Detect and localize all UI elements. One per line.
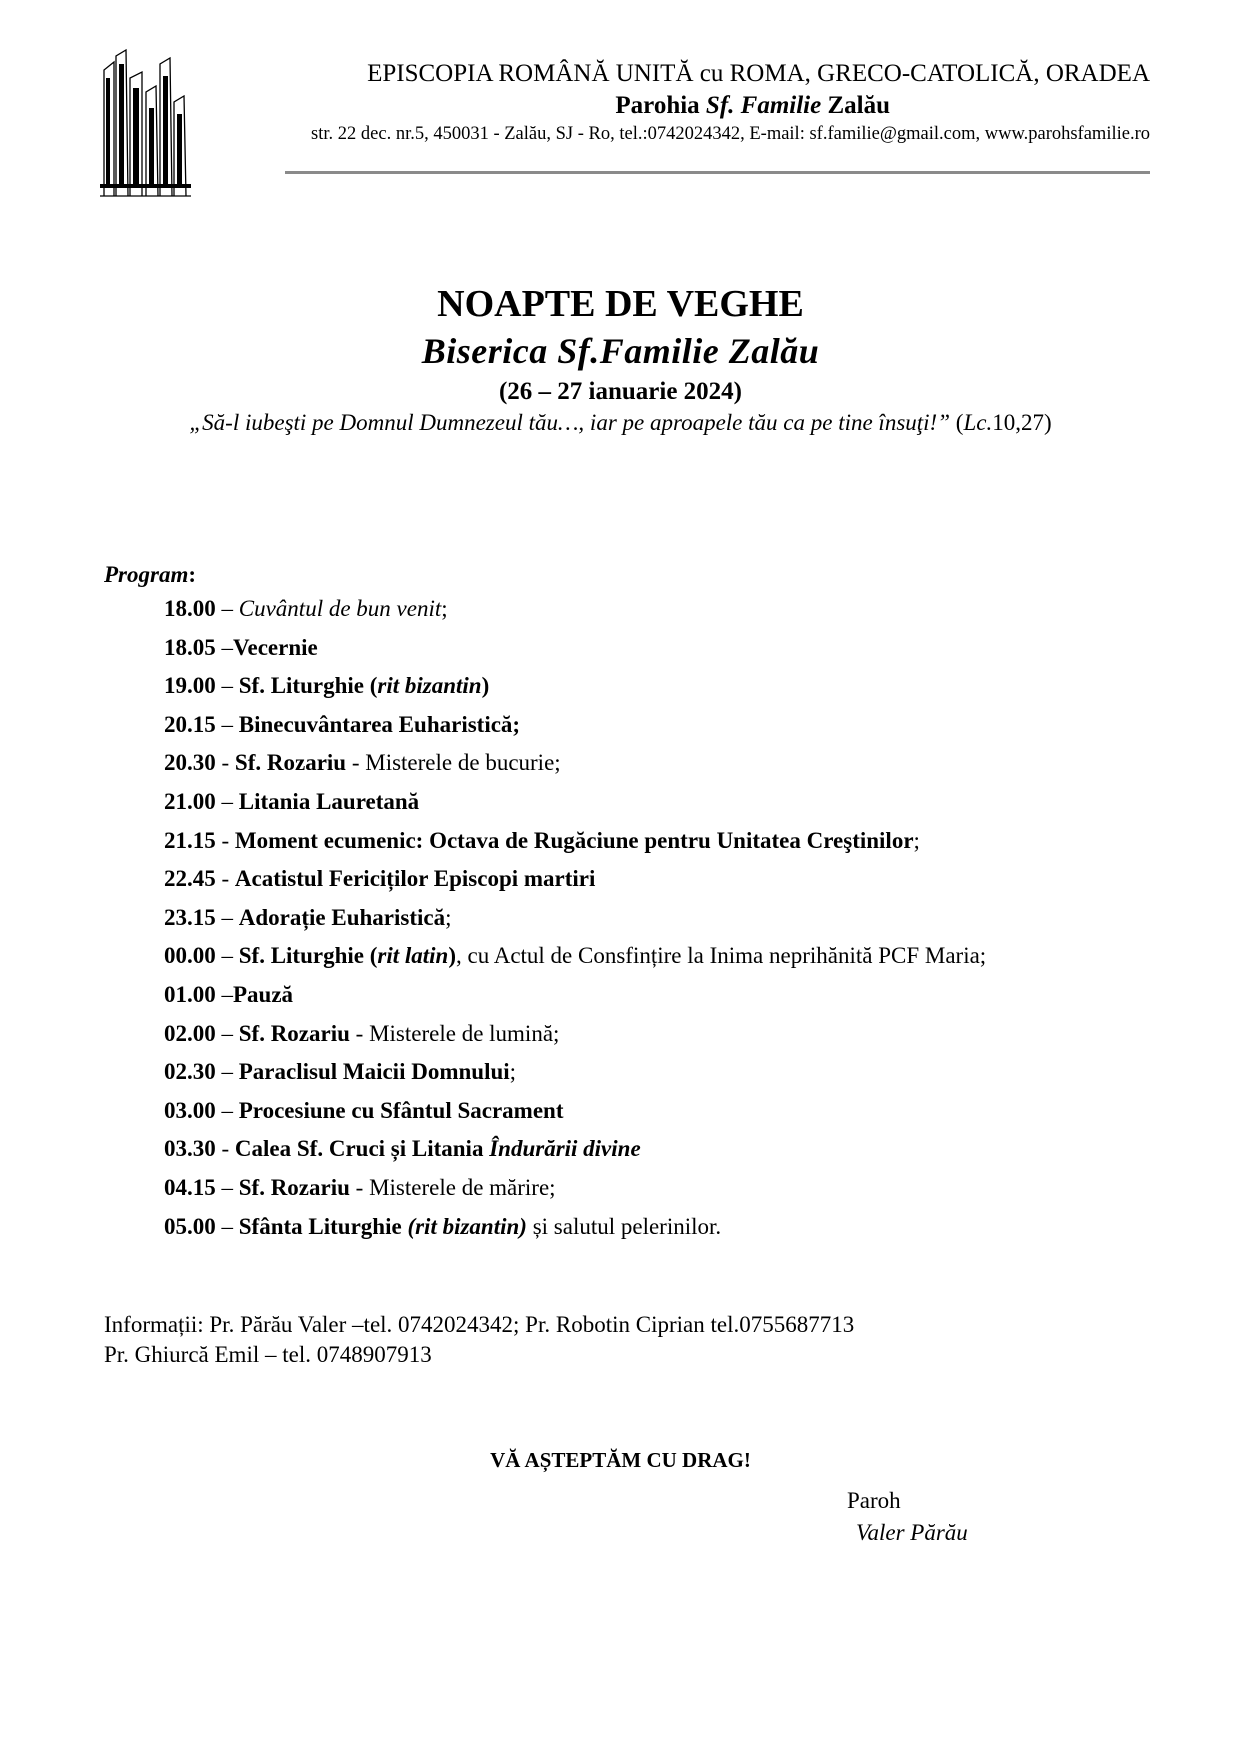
signature-name: Valer Părău [856, 1520, 968, 1545]
schedule-time: 03.00 [164, 1097, 216, 1123]
schedule-text: , cu Actul de Consfințire la Inima neprihănită PCF Maria; [456, 943, 987, 969]
schedule-item [164, 1053, 986, 1092]
schedule-separator: – [215, 596, 239, 621]
schedule-time: 21.00 [164, 788, 216, 814]
schedule-item [164, 1169, 986, 1208]
schedule-text: și salutul pelerinilor. [526, 1213, 722, 1239]
schedule-item [164, 1130, 986, 1169]
parish-address: str. 22 dec. nr.5, 450031 - Zalău, SJ - Ro, tel.:0742024342, E-mail: sf.familie@gmail.com, www.parohsfamilie.ro [311, 124, 1150, 144]
schedule-time: 19.00 [164, 673, 216, 699]
schedule-text: (rit bizantin) [407, 1213, 527, 1239]
schedule-time: 01.00 [164, 981, 216, 1007]
schedule-item [164, 899, 986, 938]
schedule-time: 18.05 [164, 634, 216, 660]
diocese-name: EPISCOPIA ROMÂNĂ UNITĂ cu ROMA, GRECO-CATOLICĂ, ORADEA [367, 60, 1150, 87]
schedule-text: ) [481, 673, 490, 699]
schedule-text: Sf. Liturghie ( [238, 943, 378, 969]
schedule-text: Sf. Rozariu [238, 1174, 350, 1200]
schedule-text: Sf. Liturghie ( [238, 673, 378, 699]
schedule-text: - Misterele de lumină; [349, 1020, 560, 1046]
schedule-text: Sf. Rozariu [234, 750, 347, 776]
scripture-quote: „Să-l iubeşti pe Domnul Dumnezeul tău…, iar pe aproapele tău ca pe tine însuţi!” (Lc.10,27) [189, 410, 1052, 435]
schedule-item [164, 976, 986, 1015]
schedule-text: Sf. Rozariu [238, 1020, 350, 1046]
schedule-text: Pauză [233, 981, 294, 1007]
schedule-separator: - [215, 866, 235, 892]
schedule-time: 03.30 [164, 1136, 216, 1162]
contact-line: Pr. Ghiurcă Emil – tel. 0748907913 [104, 1342, 432, 1367]
schedule-text: ; [441, 596, 448, 621]
schedule-separator: – [215, 981, 233, 1007]
schedule-text: Vecernie [233, 634, 318, 660]
schedule-time: 18.00 [164, 596, 216, 621]
schedule-text: ; [445, 904, 452, 930]
schedule-text: Îndurării divine [489, 1136, 641, 1162]
schedule-time: 02.30 [164, 1059, 216, 1085]
church-logo-icon [98, 48, 193, 200]
schedule-item [164, 706, 986, 745]
schedule-text: - Misterele de bucurie; [346, 750, 561, 776]
contact-info [104, 1310, 854, 1370]
schedule-separator: – [215, 673, 239, 699]
schedule-text: Cuvântul de bun venit [238, 596, 442, 621]
schedule-text: ; [913, 827, 920, 853]
schedule-item [164, 1015, 986, 1054]
parish-name: Parohia Sf. Familie Zalău [615, 92, 890, 119]
schedule-text: Adorație Euharistică [238, 904, 446, 930]
contact-line: Informații: Pr. Părău Valer –tel. 0742024342; Pr. Robotin Ciprian tel.0755687713 [104, 1312, 855, 1337]
schedule-item [164, 744, 986, 783]
schedule-text: Sfânta Liturghie [238, 1213, 408, 1239]
schedule-text: rit bizantin [377, 673, 482, 699]
schedule-time: 20.15 [164, 711, 216, 737]
schedule-item [164, 629, 986, 668]
schedule-time: 22.45 [164, 866, 216, 892]
schedule-time: 21.15 [164, 827, 216, 853]
signature-title: Paroh [847, 1488, 901, 1513]
schedule-text: Calea Sf. Cruci și Litania [234, 1136, 490, 1162]
schedule-text: rit latin [377, 943, 449, 969]
church-subtitle: Biserica Sf.Familie Zalău [421, 331, 820, 371]
schedule-separator: – [215, 1097, 239, 1123]
schedule-separator: - [215, 750, 235, 776]
schedule-text: Procesiune cu Sfântul Sacrament [238, 1097, 564, 1123]
schedule-item [164, 937, 986, 976]
schedule-text: Acatistul Fericiților Episcopi martiri [234, 866, 596, 892]
schedule-text: ) [448, 943, 457, 969]
schedule-separator: – [215, 1213, 239, 1239]
schedule-separator: – [215, 634, 233, 660]
program-heading: Program: [104, 562, 197, 587]
schedule-text: Moment ecumenic: Octava de Rugăciune pentru Unitatea Creştinilor [234, 827, 914, 853]
schedule-item [164, 783, 986, 822]
schedule-text: ; [509, 1059, 517, 1085]
schedule-time: 05.00 [164, 1213, 216, 1239]
schedule-time: 02.00 [164, 1020, 216, 1046]
schedule-separator: - [215, 827, 235, 853]
program-schedule [164, 590, 986, 1246]
schedule-item [164, 590, 986, 629]
schedule-time: 23.15 [164, 904, 216, 930]
schedule-separator: - [215, 1136, 235, 1162]
schedule-item [164, 822, 986, 861]
schedule-time: 00.00 [164, 943, 216, 969]
page-title: NOAPTE DE VEGHE [437, 283, 804, 325]
event-dates: (26 – 27 ianuarie 2024) [498, 378, 743, 405]
schedule-separator: – [215, 1020, 239, 1046]
schedule-text: Paraclisul Maicii Domnului [238, 1059, 510, 1085]
schedule-separator: – [215, 1059, 239, 1085]
schedule-time: 20.30 [164, 750, 216, 776]
schedule-separator: – [215, 904, 239, 930]
schedule-separator: – [215, 788, 239, 814]
schedule-text: - Misterele de mărire; [349, 1174, 556, 1200]
schedule-item [164, 667, 986, 706]
schedule-text: Litania Lauretană [238, 788, 420, 814]
schedule-time: 04.15 [164, 1174, 216, 1200]
schedule-item [164, 1092, 986, 1131]
schedule-text: Binecuvântarea Euharistică; [238, 711, 521, 737]
schedule-separator: – [215, 943, 239, 969]
schedule-item [164, 1208, 986, 1247]
header-divider [285, 171, 1150, 174]
schedule-item [164, 860, 986, 899]
schedule-separator: – [215, 1174, 239, 1200]
schedule-separator: – [215, 711, 239, 737]
closing-message: VĂ AȘTEPTĂM CU DRAG! [490, 1448, 751, 1472]
